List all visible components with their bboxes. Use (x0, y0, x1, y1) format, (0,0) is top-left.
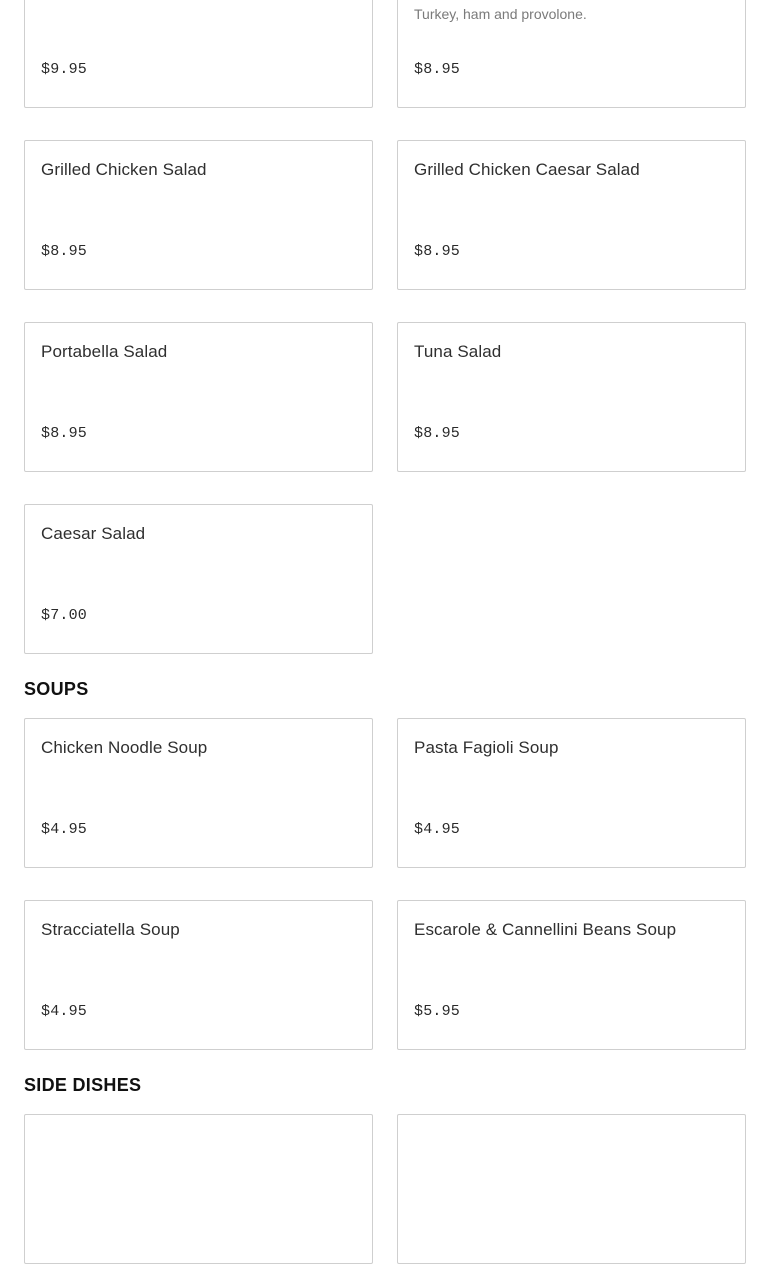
menu-item-name: Chicken Noodle Soup (41, 738, 208, 757)
menu-item-price: $9.95 (41, 61, 88, 78)
menu-item-price: $4.95 (41, 821, 88, 838)
section-heading-side-dishes: SIDE DISHES (24, 1075, 142, 1095)
menu-item-card[interactable] (24, 718, 373, 868)
section-heading-soups: SOUPS (24, 679, 89, 699)
menu-item-price: $4.95 (414, 821, 461, 838)
menu-item-card[interactable] (24, 1114, 373, 1264)
menu-item-price: $8.95 (414, 61, 461, 78)
menu-item-price: $8.95 (414, 425, 461, 442)
menu-item-price: $8.95 (41, 243, 88, 260)
menu-item-name: Grilled Chicken Salad (41, 160, 207, 179)
menu-item-name: Escarole & Cannellini Beans Soup (414, 920, 677, 939)
menu-item-card[interactable] (397, 0, 746, 108)
menu-item-price: $8.95 (41, 425, 88, 442)
menu-item-card[interactable] (24, 322, 373, 472)
menu-item-name: Caesar Salad (41, 524, 146, 543)
menu-item-name: Grilled Chicken Caesar Salad (414, 160, 640, 179)
menu-item-name: Tuna Salad (414, 342, 502, 361)
menu-item-card[interactable] (397, 900, 746, 1050)
menu-item-price: $5.95 (414, 1003, 461, 1020)
menu-item-name: Portabella Salad (41, 342, 168, 361)
menu-item-description: Turkey, ham and provolone. (414, 6, 587, 22)
menu-item-card[interactable] (397, 1114, 746, 1264)
menu-item-price: $4.95 (41, 1003, 88, 1020)
menu-item-card[interactable] (397, 140, 746, 290)
menu-item-card[interactable] (24, 900, 373, 1050)
menu-item-card[interactable] (24, 504, 373, 654)
menu-item-card[interactable] (397, 718, 746, 868)
menu-item-price: $8.95 (414, 243, 461, 260)
menu-item-name: Stracciatella Soup (41, 920, 180, 939)
menu-item-card[interactable] (24, 140, 373, 290)
menu-item-price: $7.00 (41, 607, 88, 624)
menu-item-name: Pasta Fagioli Soup (414, 738, 559, 757)
menu-item-card[interactable] (24, 0, 373, 108)
menu-item-card[interactable] (397, 322, 746, 472)
